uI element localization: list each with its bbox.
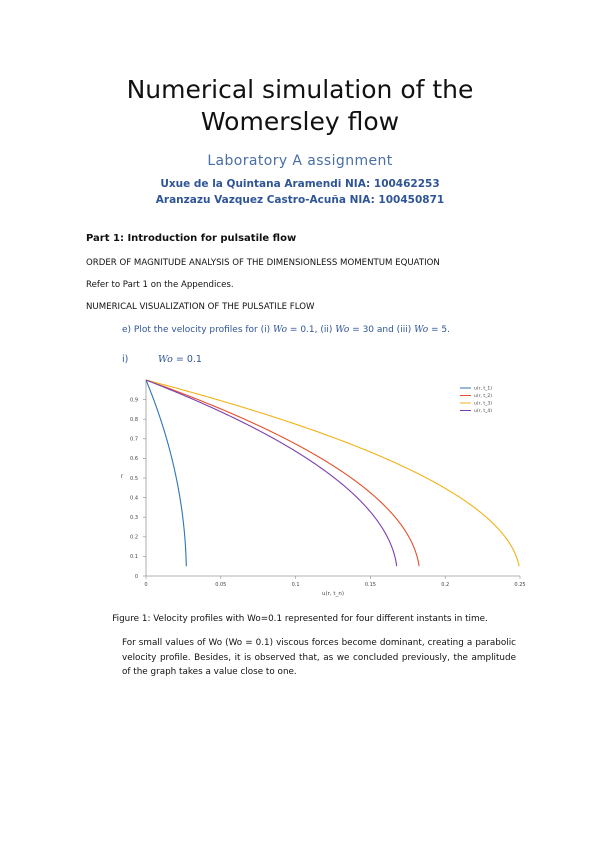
x-tick-label: 0.1 xyxy=(291,582,300,588)
y-axis-label: r xyxy=(120,473,124,480)
task-part-2: = 30 and (iii) xyxy=(349,325,415,335)
wo-symbol: Wo xyxy=(158,354,173,365)
x-tick-label: 0.15 xyxy=(364,582,376,588)
y-tick-label: 0.7 xyxy=(130,436,138,443)
author-2: Aranzazu Vazquez Castro-Acuña NIA: 100450871 xyxy=(155,194,445,206)
task-part-3: = 5. xyxy=(428,325,450,335)
y-tick-label: 0.2 xyxy=(130,534,138,541)
series-line-2 xyxy=(146,380,419,566)
x-tick-label: 0 xyxy=(144,582,148,588)
task-part-1: = 0.1, (ii) xyxy=(287,325,336,335)
y-tick-label: 0.6 xyxy=(130,456,138,463)
body-paragraph: For small values of Wo (Wo = 0.1) viscous forces become dominant, creating a parabolic velocity profile. Besides, it is observed that, as we concluded previously, the amplitude of the graph takes a value close to one. xyxy=(122,638,516,677)
task-statement xyxy=(122,325,450,335)
subtitle: Laboratory A assignment xyxy=(207,153,393,169)
y-tick-label: 0.8 xyxy=(130,417,138,423)
numerical-heading: NUMERICAL VISUALIZATION OF THE PULSATILE FLOW xyxy=(86,302,315,312)
chart-series xyxy=(146,380,519,566)
subsection-title xyxy=(158,354,202,365)
y-tick-label: 0.4 xyxy=(130,495,138,502)
wo-symbol: Wo xyxy=(335,325,350,335)
wo-symbol: Wo xyxy=(273,325,288,335)
series-line-1 xyxy=(146,380,186,566)
x-tick-label: 0.05 xyxy=(215,582,227,588)
legend-label-1: u(r, t_1) xyxy=(474,386,492,392)
legend-label-4: u(r, t_4) xyxy=(474,409,492,415)
section-heading: Part 1: Introduction for pulsatile flow xyxy=(86,233,297,244)
task-prefix: e) Plot the velocity profiles for (i) xyxy=(122,325,273,335)
title-line-1: Numerical simulation of the xyxy=(126,75,474,104)
legend-label-3: u(r, t_3) xyxy=(474,401,492,407)
refer-text: Refer to Part 1 on the Appendices. xyxy=(86,280,234,290)
y-tick-label: 0.9 xyxy=(130,397,138,404)
y-tick-label: 0.3 xyxy=(130,515,138,521)
author-1: Uxue de la Quintana Aramendi NIA: 100462253 xyxy=(160,178,440,190)
y-tick-label: 0 xyxy=(134,573,138,580)
document-title xyxy=(0,74,600,138)
legend-label-2: u(r, t_2) xyxy=(474,394,492,400)
y-tick-label: 0.1 xyxy=(130,554,138,561)
subsection-value: = 0.1 xyxy=(172,354,202,365)
chart-legend xyxy=(460,386,492,415)
series-line-3 xyxy=(146,380,519,566)
x-tick-label: 0.2 xyxy=(441,582,450,588)
order-heading: ORDER OF MAGNITUDE ANALYSIS OF THE DIMENSIONLESS MOMENTUM EQUATION xyxy=(86,258,440,268)
wo-symbol: Wo xyxy=(414,325,429,335)
subsection-label: i) xyxy=(122,354,129,365)
figure-caption: Figure 1: Velocity profiles with Wo=0.1 represented for four different instants in time. xyxy=(112,614,488,624)
y-tick-label: 0.5 xyxy=(130,475,138,482)
x-axis-label: u(r, t_n) xyxy=(322,591,344,597)
title-line-2: Womersley flow xyxy=(200,107,400,136)
x-tick-label: 0.25 xyxy=(514,582,526,588)
velocity-profile-chart xyxy=(100,374,540,600)
series-line-4 xyxy=(146,380,397,566)
chart-axes xyxy=(121,380,526,597)
